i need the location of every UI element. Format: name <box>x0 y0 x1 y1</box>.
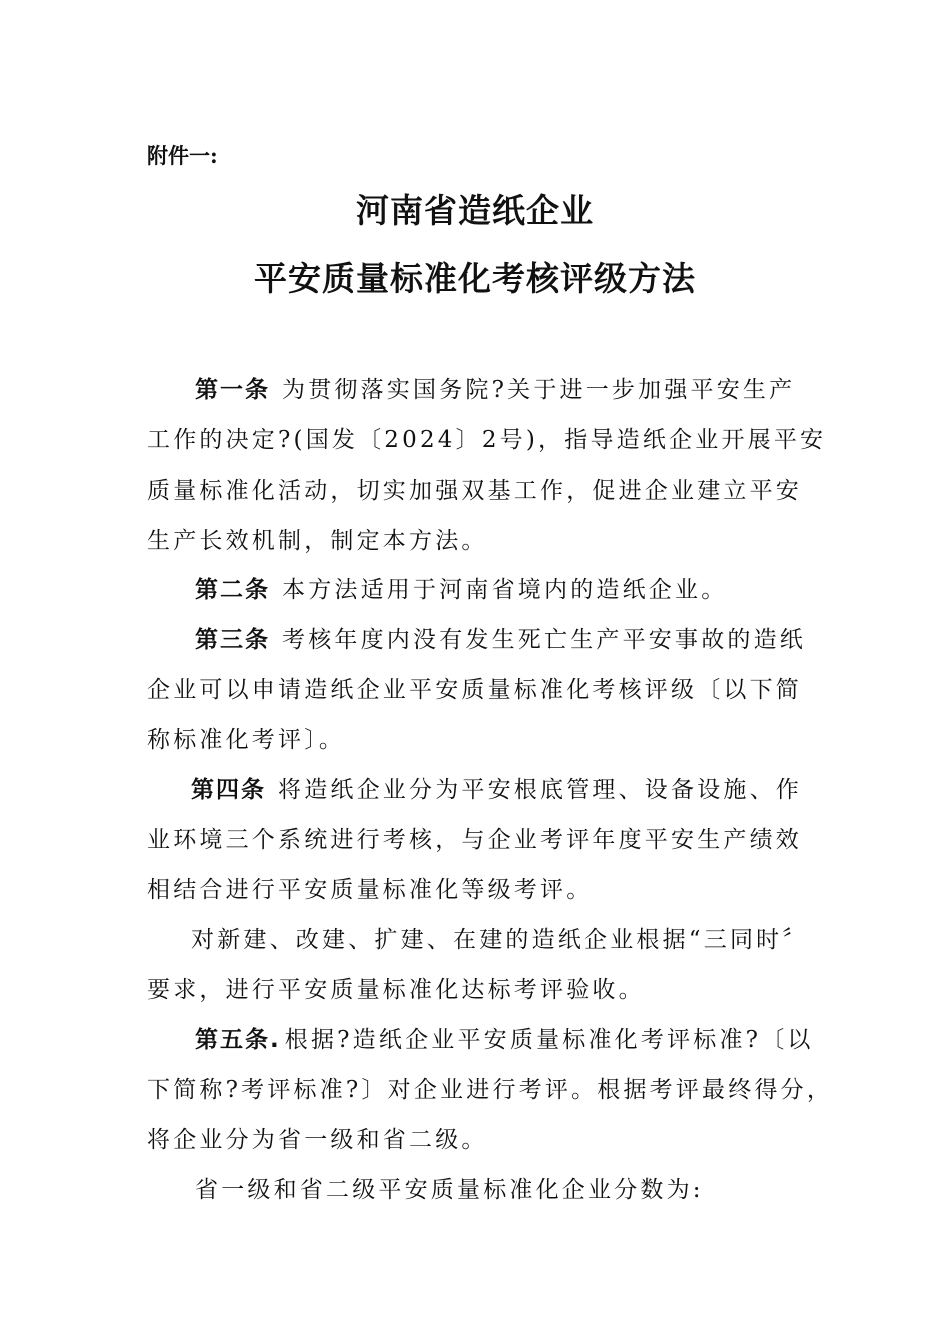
article-4-line-3: 相结合进行平安质量标准化等级考评。 <box>147 877 593 903</box>
article-1-line-1 <box>195 375 865 405</box>
article-4-line-1 <box>191 775 861 805</box>
article-3-text-1: 考核年度内没有发生死亡生产平安事故的造纸 <box>282 627 806 653</box>
article-1-heading: 第一条 <box>195 377 270 403</box>
article-2-text-1: 本方法适用于河南省境内的造纸企业。 <box>282 577 728 603</box>
article-4-line-2: 业环境三个系统进行考核，与企业考评年度平安生产绩效 <box>147 827 802 853</box>
article-3-line-2: 企业可以申请造纸企业平安质量标准化考核评级〔以下简 <box>147 677 802 703</box>
article-5-para2-line-1: 省一级和省二级平安质量标准化企业分数为: <box>195 1177 704 1203</box>
article-1-line-2: 工作的决定?(国发〔2024〕2号)，指导造纸企业开展平安 <box>147 427 827 453</box>
article-1-text-1: 为贯彻落实国务院?关于进一步加强平安生产 <box>282 377 796 403</box>
article-4-para2-line-2: 要求，进行平安质量标准化达标考评验收。 <box>147 977 645 1003</box>
attachment-label: 附件一: <box>147 143 218 168</box>
article-5-text-1: 根据?造纸企业平安质量标准化考评标准?〔以 <box>284 1027 814 1053</box>
article-1-line-4: 生产长效机制，制定本方法。 <box>147 528 488 554</box>
article-4-heading: 第四条 <box>191 777 266 803</box>
article-5-line-2: 下简称?考评标准?〕对企业进行考评。根据考评最终得分， <box>147 1077 834 1103</box>
article-4-para2-line-1: 对新建、改建、扩建、在建的造纸企业根据“三同时〞 <box>191 927 809 953</box>
article-3-line-1 <box>195 625 865 655</box>
article-2-heading: 第二条 <box>195 577 270 603</box>
article-5-line-1 <box>195 1025 865 1055</box>
article-5-heading: 第五条. <box>195 1027 281 1053</box>
article-2-line-1 <box>195 575 865 605</box>
document-title-line-1: 河南省造纸企业 <box>356 191 594 230</box>
document-title-line-2: 平安质量标准化考核评级方法 <box>254 259 696 298</box>
article-4-text-1: 将造纸企业分为平安根底管理、设备设施、作 <box>278 777 802 803</box>
article-3-line-3: 称标准化考评〕。 <box>147 727 346 753</box>
article-1-line-3: 质量标准化活动，切实加强双基工作，促进企业建立平安 <box>147 478 802 504</box>
article-5-line-3: 将企业分为省一级和省二级。 <box>147 1127 488 1153</box>
article-3-heading: 第三条 <box>195 627 270 653</box>
